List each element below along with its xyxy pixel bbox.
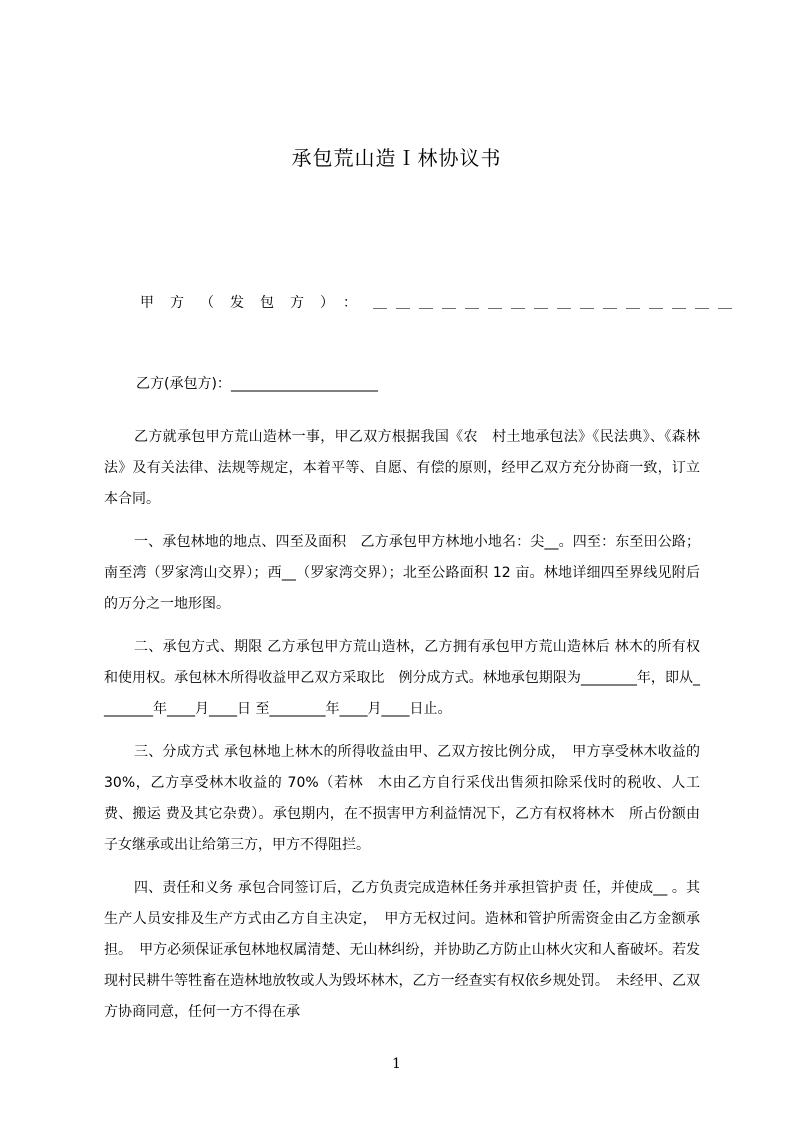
party-b-label: 乙方(承包方)： <box>136 376 231 392</box>
party-b-line <box>136 373 378 393</box>
intro-paragraph: 乙方就承包甲方荒山造林一事，甲乙双方根据我国《农 村土地承包法》《民法典》、《森林法》及有关法律、法规等规定，本着平等、自愿、有偿的原则，经甲乙双方充分协商一致，订立本合同。 <box>104 429 700 507</box>
section-1-paragraph: 一、承包林地的地点、四至及面积 乙方承包甲方林地小地名：尖__。四至：东至田公路；南至湾（罗家湾山交界）；西__（罗家湾交界）；北至公路面积 12 亩。林地详细四至界线见附后的万分之一地形图。 <box>104 534 700 612</box>
party-b-blank: _____________________ <box>230 376 378 392</box>
section-3-paragraph: 三、分成方式 承包林地上林木的所得收益由甲、乙双方按比例分成， 甲方享受林木收益的 30%，乙方享受林木收益的 70%（若林 木由乙方自行采伐出售须扣除采伐时的税收、人工费、搬运 费及其它杂费）。承包期内，在不损害甲方利益情况下，乙方有权将林木 所占份额由子女继承或出让给第三方，甲方不得阻拦。 <box>104 744 700 853</box>
party-a-label: 甲方（发包方）： <box>140 295 373 311</box>
section-4-paragraph: 四、责任和义务 承包合同签订后，乙方负责完成造林任务并承担管护责 任，并使成__ 。其生产人员安排及生产方式由乙方自主决定， 甲方无权过问。造林和管护所需资金由乙方金额承担。 甲方必须保证承包林地权属清楚、无山林纠纷，并协助乙方防止山林火灾和人畜破坏。若发现村民耕牛等牲畜在造林地放牧或人为毁坏林木，乙方一经查实有权依乡规处罚。 未经甲、乙双方协商同意，任何一方不得在承 <box>104 880 700 1020</box>
document-title: 承包荒山造Ｉ林协议书 <box>291 146 502 170</box>
party-a-line <box>140 292 741 312</box>
page-number: 1 <box>392 1056 401 1072</box>
party-a-blank: ＿＿＿＿＿＿＿＿＿＿＿＿＿＿＿＿ <box>373 295 741 311</box>
section-2-paragraph: 二、承包方式、期限 乙方承包甲方荒山造林，乙方拥有承包甲方荒山造林后 林木的所有权和使用权。承包林木所得收益甲乙双方采取比 例分成方式。林地承包期限为________年，即从________年____月____日 至________年____月____日止。 <box>104 639 700 717</box>
